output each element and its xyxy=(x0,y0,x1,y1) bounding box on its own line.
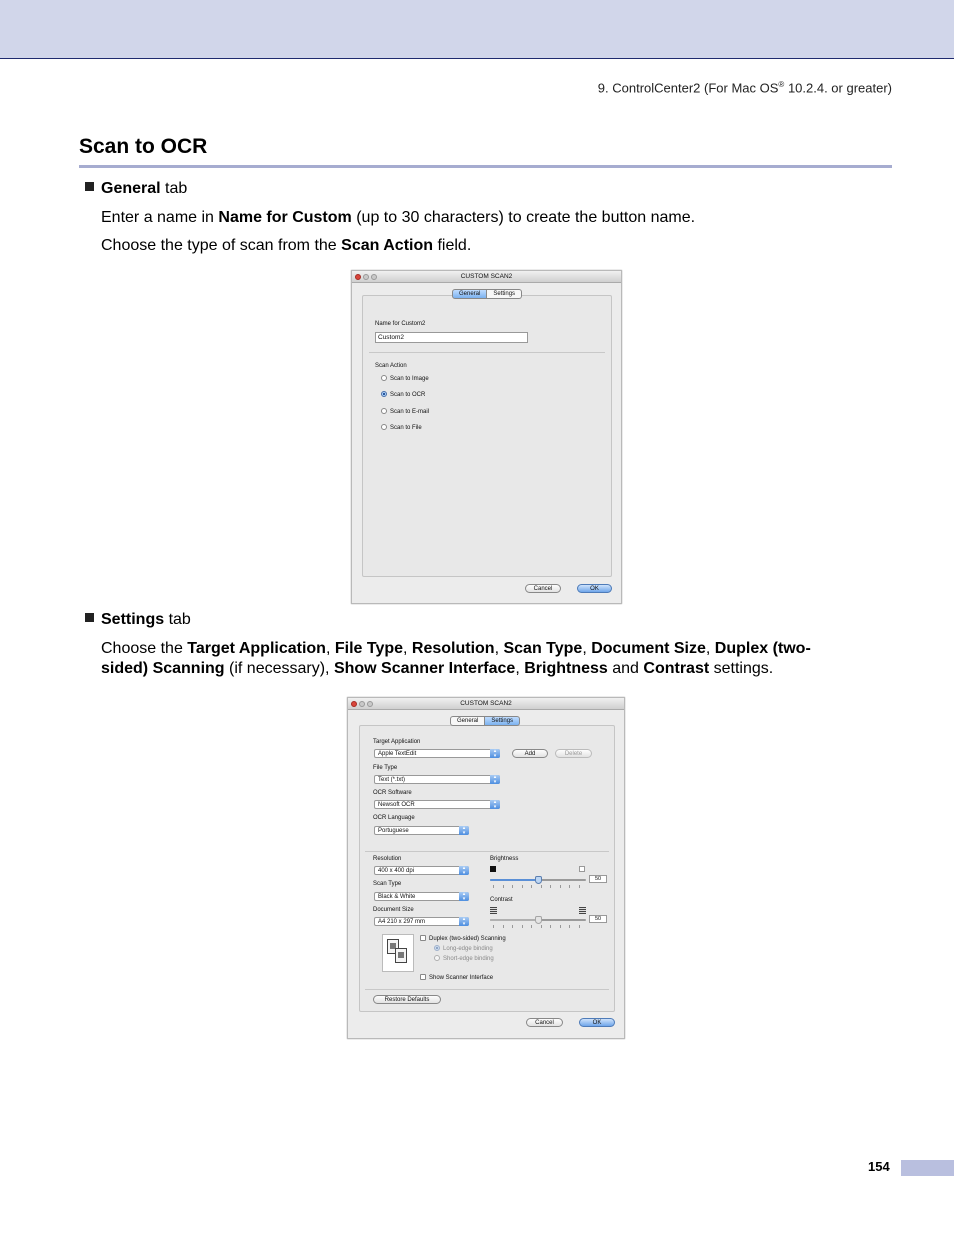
general-paragraph-1: Enter a name in Name for Custom (up to 30 characters) to create the button name. xyxy=(101,209,696,226)
zoom-icon[interactable] xyxy=(371,274,377,280)
radio-icon xyxy=(381,375,387,381)
brightness-slider-fill xyxy=(490,879,538,881)
dialog-titlebar xyxy=(348,698,624,710)
resolution-label: Resolution xyxy=(373,856,402,862)
bullet-general: General tab xyxy=(85,180,187,198)
header-band xyxy=(0,0,954,59)
contrast-ticks xyxy=(490,925,586,928)
target-application-select[interactable]: Apple TextEdit ▴ ▾ xyxy=(374,749,500,758)
ocr-language-select[interactable]: Portuguese ▴ ▾ xyxy=(374,826,469,835)
popup-arrows-icon: ▴ ▾ xyxy=(490,800,500,809)
radio-long-edge-binding[interactable]: Long-edge binding xyxy=(434,945,493,952)
popup-arrows-icon: ▴ ▾ xyxy=(459,917,469,926)
radio-selected-icon xyxy=(381,391,387,397)
general-paragraph-2: Choose the type of scan from the Scan Action field. xyxy=(101,237,472,254)
ocr-software-label: OCR Software xyxy=(373,790,412,796)
cancel-button[interactable]: Cancel xyxy=(525,584,561,593)
radio-icon xyxy=(434,955,440,961)
cancel-button[interactable]: Cancel xyxy=(526,1018,563,1027)
dialog-title: CUSTOM SCAN2 xyxy=(460,273,513,280)
document-size-label: Document Size xyxy=(373,907,414,913)
brightness-slider-thumb[interactable] xyxy=(535,876,542,884)
ocr-language-label: OCR Language xyxy=(373,815,415,821)
minimize-icon[interactable] xyxy=(359,701,365,707)
bullet-square xyxy=(85,613,94,622)
scan-type-select[interactable]: Black & White ▴ ▾ xyxy=(374,892,469,901)
general-tab-dialog xyxy=(351,270,622,604)
close-icon[interactable] xyxy=(355,274,361,280)
contrast-value-field[interactable]: 50 xyxy=(589,915,607,923)
tab-general[interactable]: General xyxy=(450,716,485,726)
window-controls xyxy=(351,700,375,711)
tab-bar xyxy=(450,716,520,726)
duplex-scanning-checkbox[interactable]: Duplex (two-sided) Scanning xyxy=(420,935,506,942)
show-scanner-interface-checkbox[interactable]: Show Scanner Interface xyxy=(420,974,493,981)
ok-button[interactable]: OK xyxy=(577,584,612,593)
tab-general[interactable]: General xyxy=(452,289,487,299)
name-for-custom-label: Name for Custom2 xyxy=(375,321,426,327)
high-contrast-icon xyxy=(579,907,586,914)
name-for-custom-input[interactable]: Custom2 xyxy=(375,332,528,343)
popup-arrows-icon: ▴ ▾ xyxy=(459,892,469,901)
page-number-tab xyxy=(901,1160,954,1176)
contrast-label: Contrast xyxy=(490,897,513,903)
duplex-pages-icon xyxy=(382,934,414,972)
settings-paragraph-line-1: Choose the Target Application, File Type, Resolution, Scan Type, Document Size, Duplex (two- xyxy=(101,640,811,657)
file-type-select[interactable]: Text (*.txt) ▴ ▾ xyxy=(374,775,500,784)
resolution-select[interactable]: 400 x 400 dpi ▴ ▾ xyxy=(374,866,469,875)
target-application-label: Target Application xyxy=(373,739,421,745)
window-controls xyxy=(355,273,379,284)
low-contrast-icon xyxy=(490,907,497,914)
radio-icon xyxy=(381,408,387,414)
running-head: 9. ControlCenter2 (For Mac OS® 10.2.4. or greater) xyxy=(597,80,892,96)
divider xyxy=(369,352,605,353)
dialog-title: CUSTOM SCAN2 xyxy=(460,700,512,707)
popup-arrows-icon: ▴ ▾ xyxy=(459,826,469,835)
zoom-icon[interactable] xyxy=(367,701,373,707)
tab-bar xyxy=(452,289,522,299)
radio-scan-to-email[interactable]: Scan to E-mail xyxy=(381,408,429,415)
light-swatch-icon xyxy=(579,866,585,872)
scan-action-label: Scan Action xyxy=(375,363,407,369)
minimize-icon[interactable] xyxy=(363,274,369,280)
radio-scan-to-image[interactable]: Scan to Image xyxy=(381,375,429,382)
dialog-titlebar xyxy=(352,271,621,283)
tab-settings[interactable]: Settings xyxy=(485,716,520,726)
dark-swatch-icon xyxy=(490,866,496,872)
ocr-software-select[interactable]: Newsoft OCR ▴ ▾ xyxy=(374,800,500,809)
title-rule xyxy=(79,165,892,168)
bullet-settings: Settings tab xyxy=(85,611,191,629)
checkbox-icon xyxy=(420,974,426,980)
settings-paragraph-line-2: sided) Scanning (if necessary), Show Scanner Interface, Brightness and Contrast settings. xyxy=(101,660,774,677)
delete-button[interactable]: Delete xyxy=(555,749,592,758)
radio-scan-to-ocr[interactable]: Scan to OCR xyxy=(381,391,425,398)
brightness-value-field[interactable]: 50 xyxy=(589,875,607,883)
page-number: 154 xyxy=(868,1159,890,1174)
settings-tab-dialog xyxy=(347,697,625,1039)
contrast-slider-fill xyxy=(490,919,538,921)
contrast-slider-thumb[interactable] xyxy=(535,916,542,924)
document-size-select[interactable]: A4 210 x 297 mm ▴ ▾ xyxy=(374,917,469,926)
brightness-label: Brightness xyxy=(490,856,519,862)
popup-arrows-icon: ▴ ▾ xyxy=(490,749,500,758)
section-title: Scan to OCR xyxy=(79,135,208,158)
radio-short-edge-binding[interactable]: Short-edge binding xyxy=(434,955,494,962)
file-type-label: File Type xyxy=(373,765,398,771)
radio-scan-to-file[interactable]: Scan to File xyxy=(381,424,422,431)
radio-selected-icon xyxy=(434,945,440,951)
tab-settings[interactable]: Settings xyxy=(487,289,522,299)
divider xyxy=(365,989,609,990)
add-button[interactable]: Add xyxy=(512,749,548,758)
bullet-square xyxy=(85,182,94,191)
radio-icon xyxy=(381,424,387,430)
close-icon[interactable] xyxy=(351,701,357,707)
scan-type-label: Scan Type xyxy=(373,881,402,887)
ok-button[interactable]: OK xyxy=(579,1018,615,1027)
popup-arrows-icon: ▴ ▾ xyxy=(490,775,500,784)
brightness-ticks xyxy=(490,885,586,888)
divider xyxy=(365,851,609,852)
checkbox-icon xyxy=(420,935,426,941)
restore-defaults-button[interactable]: Restore Defaults xyxy=(373,995,441,1004)
popup-arrows-icon: ▴ ▾ xyxy=(459,866,469,875)
